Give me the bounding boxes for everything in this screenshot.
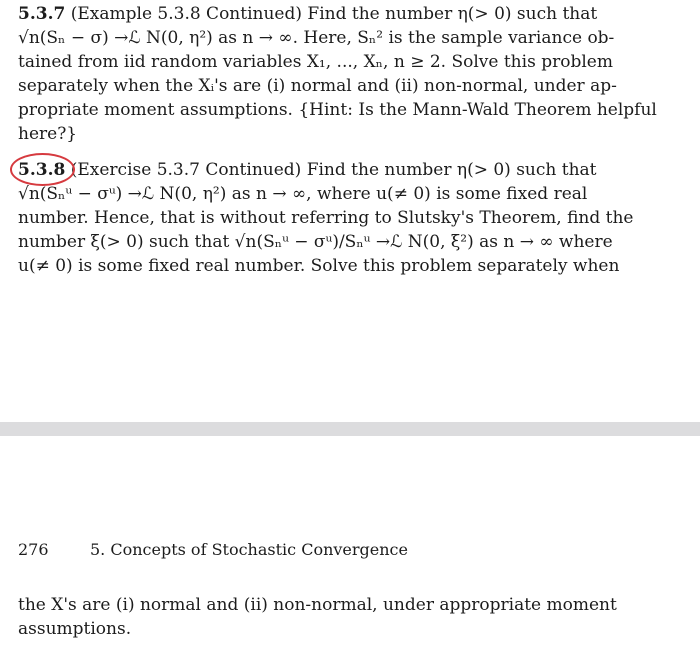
exercise-number: 5.3.8 xyxy=(18,160,66,180)
continuation-line: the X's are (i) normal and (ii) non-normal, under appropriate moment xyxy=(18,595,617,615)
exercise-line: separately when the Xᵢ's are (i) normal and (ii) non-normal, under ap- xyxy=(18,76,617,96)
exercise-line: (Example 5.3.8 Continued) Find the number η(> 0) such that xyxy=(70,4,598,24)
page-separator xyxy=(0,422,700,436)
page-bottom xyxy=(0,436,700,645)
running-header xyxy=(18,540,408,560)
exercise-line: here?} xyxy=(18,124,78,144)
exercise-line: √n(Sₙ − σ) →ℒ N(0, η²) as n → ∞. Here, Sₙ² is the sample variance ob- xyxy=(18,28,615,48)
exercise-line: √n(Sₙᵘ − σᵘ) →ℒ N(0, η²) as n → ∞, where u(≠ 0) is some fixed real xyxy=(18,184,588,204)
exercise-line: number. Hence, that is without referring to Slutsky's Theorem, find the xyxy=(18,208,634,228)
chapter-title: 5. Concepts of Stochastic Convergence xyxy=(90,540,408,559)
continuation-text xyxy=(18,593,686,641)
exercise-5-3-8 xyxy=(18,158,686,278)
exercise-line: u(≠ 0) is some fixed real number. Solve this problem separately when xyxy=(18,256,620,276)
exercise-line: number ξ(> 0) such that √n(Sₙᵘ − σᵘ)/Sₙᵘ →ℒ N(0, ξ²) as n → ∞ where xyxy=(18,232,613,252)
exercise-line: (Exercise 5.3.7 Continued) Find the number η(> 0) such that xyxy=(70,160,597,180)
exercise-5-3-7 xyxy=(18,2,686,146)
exercise-number: 5.3.7 xyxy=(18,4,66,24)
continuation-line: assumptions. xyxy=(18,619,132,639)
page-number: 276 xyxy=(18,540,49,559)
exercise-line: tained from iid random variables X₁, ..., Xₙ, n ≥ 2. Solve this problem xyxy=(18,52,613,72)
circled-exercise-number xyxy=(18,158,65,182)
red-circle-annotation xyxy=(10,153,75,186)
exercise-line: propriate moment assumptions. {Hint: Is the Mann-Wald Theorem helpful xyxy=(18,100,657,120)
